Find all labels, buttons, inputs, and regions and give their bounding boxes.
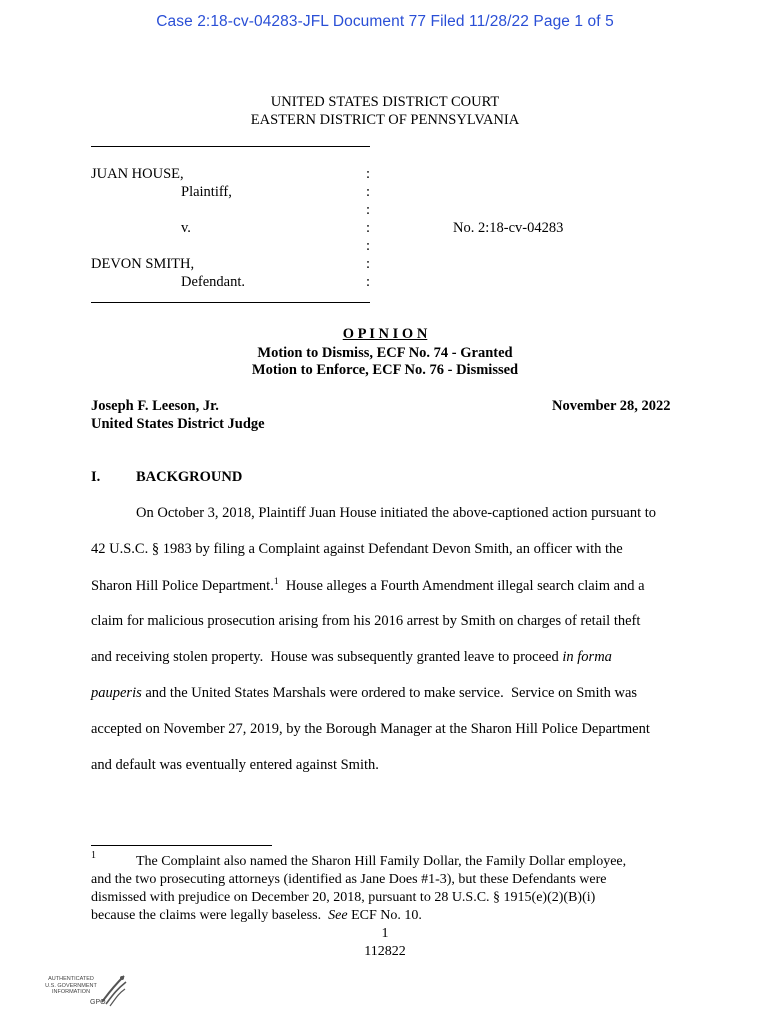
section-number: I. [91,469,101,485]
body-text-line [91,649,612,666]
body-text-segment: and the United States Marshals were ordered to make service. Service on Smith was [141,685,638,701]
defendant-role: Defendant. [181,274,246,290]
body-text-segment: Sharon Hill Police Department. [91,577,274,594]
caption-top-rule [91,146,370,147]
footnote-reference: 1 [273,577,279,587]
body-text-line: On October 3, 2018, Plaintiff Juan House initiated the above-captioned action pursuant to [136,505,656,521]
gpo-authentication-logo [40,970,130,1016]
court-name-line1: UNITED STATES DISTRICT COURT [270,94,500,110]
judge-title: United States District Judge [91,416,265,432]
footnote-italic-segment: See [328,908,348,923]
logo-text-line: INFORMATION [51,989,91,995]
plaintiff-role: Plaintiff, [181,184,232,200]
body-text-line: 42 U.S.C. § 1983 by filing a Complaint against Defendant Devon Smith, an officer with the [91,541,623,557]
case-number: No. 2:18-cv-04283 [453,220,564,236]
footnote-text-line: The Complaint also named the Sharon Hill Family Dollar, the Family Dollar employee, [136,854,627,869]
opinion-title: O P I N I O N [342,326,428,342]
body-italic-segment: pauperis [91,685,142,701]
document-code: 112822 [364,944,406,959]
body-text-line: and default was eventually entered against Smith. [91,757,379,773]
caption-colon: : [366,202,371,218]
caption-colon: : [366,256,371,272]
caption-colon: : [366,184,371,200]
section-heading: BACKGROUND [136,469,243,485]
judge-name: Joseph F. Leeson, Jr. [91,398,219,414]
logo-text-line: U.S. GOVERNMENT [45,982,97,989]
page-number: 1 [381,926,389,941]
caption-colon: : [366,220,371,236]
opinion-subtitle-motion-enforce: Motion to Enforce, ECF No. 76 - Dismissed [251,362,519,378]
logo-text [40,976,102,996]
body-italic-segment: in forma [562,649,612,665]
caption-colon: : [366,274,371,290]
body-text-line [91,685,637,702]
logo-text-line: AUTHENTICATED [48,976,94,982]
footnote-text-segment: ECF No. 10. [347,908,422,923]
caption-bottom-rule [91,302,370,303]
court-name-line2: EASTERN DISTRICT OF PENNSYLVANIA [250,112,520,128]
caption-colon: : [366,238,371,254]
footnote-text-line [91,908,422,924]
body-text-line: accepted on November 27, 2019, by the Borough Manager at the Sharon Hill Police Department [91,721,650,737]
opinion-subtitle-motion-dismiss: Motion to Dismiss, ECF No. 74 - Granted [257,345,513,361]
body-text-segment: and receiving stolen property. House was subsequently granted leave to proceed [91,649,563,665]
versus-label: v. [181,220,191,236]
footnote-separator [91,845,272,846]
body-text-segment: House alleges a Fourth Amendment illegal search claim and a [278,577,645,594]
logo-gpo-label: GPO [90,999,106,1006]
plaintiff-name: JUAN HOUSE, [91,166,184,182]
footnote-text-line: and the two prosecuting attorneys (identified as Jane Does #1-3), but these Defendants were [91,872,607,887]
caption-colon: : [366,166,371,182]
opinion-date: November 28, 2022 [552,398,671,414]
defendant-name: DEVON SMITH, [91,256,195,272]
body-text-line: claim for malicious prosecution arising from his 2016 arrest by Smith on charges of retail theft [91,613,641,629]
body-text-line [91,577,645,595]
footnote-text-line: dismissed with prejudice on December 20, 2018, pursuant to 28 U.S.C. § 1915(e)(2)(B)(i) [91,890,596,905]
case-header-stamp: Case 2:18-cv-04283-JFL Document 77 Filed 11/28/22 Page 1 of 5 [156,13,614,30]
footnote-marker: 1 [91,850,96,861]
footnote-text-segment: because the claims were legally baseless. [91,908,329,923]
